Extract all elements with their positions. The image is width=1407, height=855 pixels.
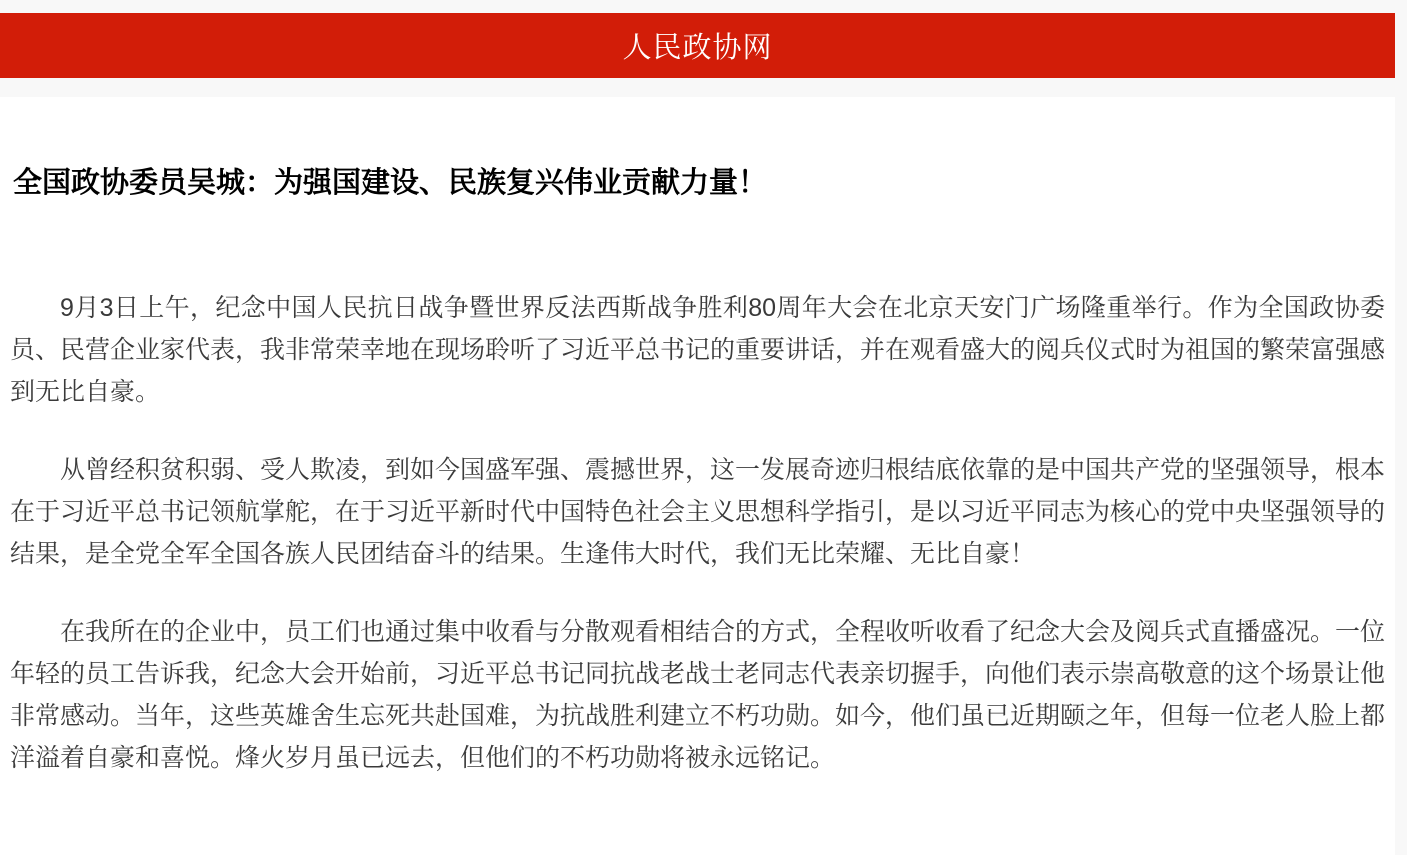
page (0, 13, 1395, 855)
article-paragraph-2: 从曾经积贫积弱、受人欺凌，到如今国盛军强、震撼世界，这一发展奇迹归根结底依靠的是中国共产党的坚强领导，根本在于习近平总书记领航掌舵，在于习近平新时代中国特色社会主义思想科学指引，是以习近平同志为核心的党中央坚强领导的结果，是全党全军全国各族人民团结奋斗的结果。生逢伟大时代，我们无比荣耀、无比自豪！ (10, 456, 1386, 568)
site-header (0, 13, 1395, 78)
article-paragraph-3: 在我所在的企业中，员工们也通过集中收看与分散观看相结合的方式，全程收听收看了纪念大会及阅兵式直播盛况。一位年轻的员工告诉我，纪念大会开始前，习近平总书记同抗战老战士老同志代表亲切握手，向他们表示崇高敬意的这个场景让他非常感动。当年，这些英雄舍生忘死共赴国难，为抗战胜利建立不朽功勋。如今，他们虽已近期颐之年，但每一位老人脸上都洋溢着自豪和喜悦。烽火岁月虽已远去，但他们的不朽功勋将被永远铭记。 (10, 618, 1386, 772)
article-body (10, 287, 1385, 779)
site-title[interactable]: 人民政协网 (622, 32, 773, 64)
article-paragraph-1: 9月3日上午，纪念中国人民抗日战争暨世界反法西斯战争胜利80周年大会在北京天安门广场隆重举行。作为全国政协委员、民营企业家代表，我非常荣幸地在现场聆听了习近平总书记的重要讲话，并在观看盛大的阅兵仪式时为祖国的繁荣富强感到无比自豪。 (10, 294, 1386, 406)
article-title: 全国政协委员吴城：为强国建设、民族复兴伟业贡献力量！ (13, 167, 768, 199)
article-content (0, 97, 1395, 855)
